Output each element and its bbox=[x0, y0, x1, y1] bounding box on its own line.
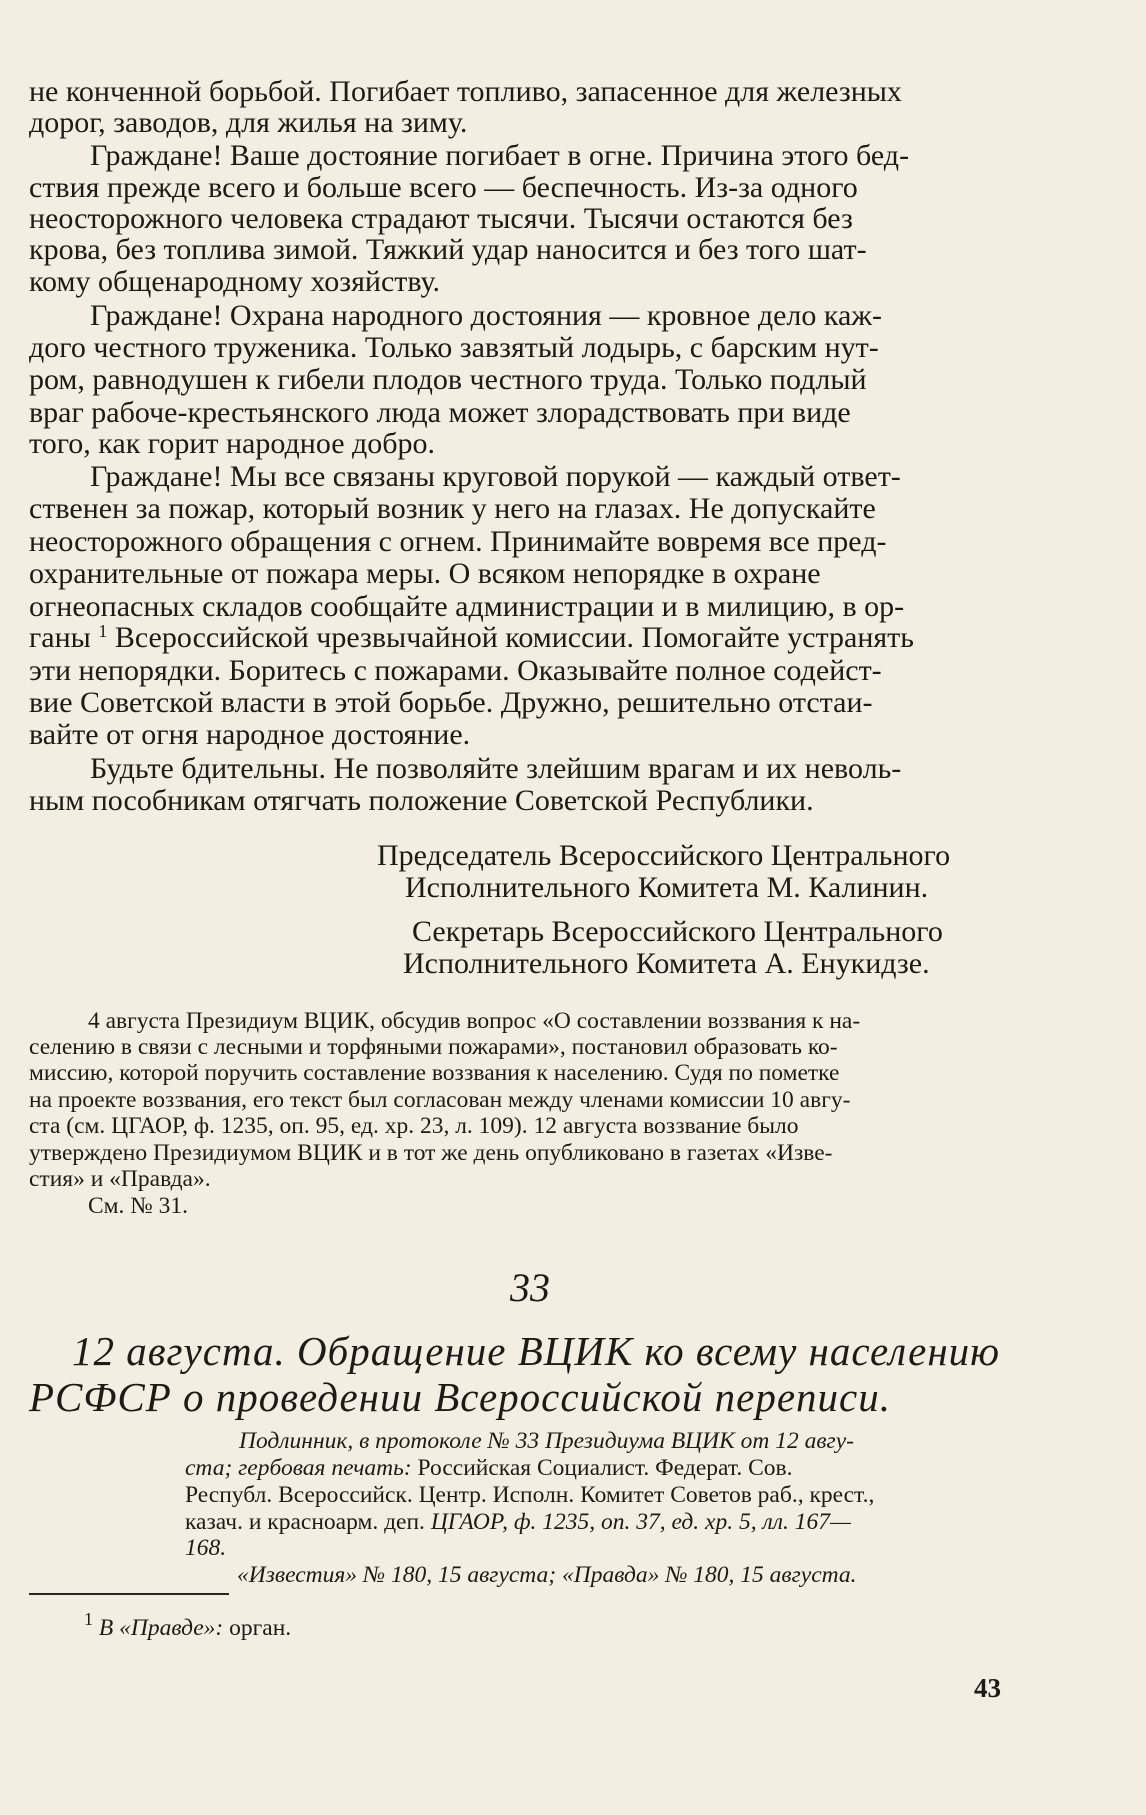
text-fragment: Всероссийской чрезвычайной комиссии. Помогайте устранять bbox=[114, 621, 914, 654]
title-line: 12 августа. Обращение ВЦИК ко всему населению bbox=[72, 1328, 1001, 1374]
text-line: ственен за пожар, который возник у него на глазах. Не допускайте bbox=[29, 492, 876, 525]
signature-line: Исполнительного Комитета А. Енукидзе. bbox=[403, 947, 930, 980]
text-line: вие Советской власти в этой борьбе. Дружно, решительно отстаи- bbox=[29, 686, 873, 719]
text-line: Граждане! Мы все связаны круговой порукой — каждый ответ- bbox=[90, 460, 901, 493]
note-line: миссию, которой поручить составление воззвания к населению. Судя по пометке bbox=[29, 1060, 840, 1086]
text-line: охранительные от пожара меры. О всяком непорядке в охране bbox=[29, 557, 821, 590]
source-line: Республ. Всероссийск. Центр. Исполн. Комитет Советов раб., крест., bbox=[185, 1482, 875, 1508]
text-line: не конченной борьбой. Погибает топливо, запасенное для железных bbox=[29, 75, 902, 108]
text-line: неосторожного обращения с огнем. Принимайте вовремя все пред- bbox=[29, 525, 887, 558]
text-line: ром, равнодушен к гибели плодов честного труда. Только подлый bbox=[29, 363, 867, 396]
note-line: ста (см. ЦГАОР, ф. 1235, оп. 95, ед. хр. 23, л. 109). 12 августа воззвание было bbox=[29, 1113, 799, 1139]
text-line: того, как горит народное добро. bbox=[29, 427, 436, 460]
signature-line: Председатель Всероссийского Центрального bbox=[377, 839, 951, 872]
publication-reference: «Известия» № 180, 15 августа; «Правда» № 180, 15 августа. bbox=[237, 1562, 857, 1588]
text-line: дого честного труженика. Только завзятый лодырь, с барским нут- bbox=[29, 331, 879, 364]
source-line bbox=[185, 1455, 792, 1482]
text-line: враг рабоче-крестьянского люда может злорадствовать при виде bbox=[29, 396, 851, 429]
cross-reference: См. № 31. bbox=[88, 1193, 188, 1219]
note-line: утверждено Президиумом ВЦИК и в тот же день опубликовано в газетах «Изве- bbox=[29, 1140, 833, 1166]
text-line bbox=[29, 621, 914, 658]
footnote-reference[interactable]: 1 bbox=[98, 621, 108, 641]
text-line: ствия прежде всего и больше всего — беспечность. Из-за одного bbox=[29, 171, 858, 204]
footnote-marker: 1 bbox=[84, 1609, 93, 1629]
source-line bbox=[185, 1509, 851, 1536]
text-line: крова, без топлива зимой. Тяжкий удар наносится и без того шат- bbox=[29, 233, 867, 266]
footnote bbox=[84, 1609, 292, 1643]
archive-reference: ЦГАОР, ф. 1235, оп. 37, ед. хр. 5, лл. 167— bbox=[430, 1509, 851, 1535]
note-line: 4 августа Президиум ВЦИК, обсудив вопрос «О составлении воззвания к на- bbox=[88, 1008, 861, 1034]
page-number: 43 bbox=[974, 1673, 1001, 1703]
text-line: неосторожного человека страдают тысячи. Тысячи остаются без bbox=[29, 202, 853, 235]
text-line: эти непорядки. Боритесь с пожарами. Оказывайте полное содейст- bbox=[29, 654, 882, 687]
text-line: кому общенародному хозяйству. bbox=[29, 265, 441, 298]
source-fragment: ста; гербовая печать: bbox=[185, 1455, 412, 1481]
footnote-text: орган. bbox=[229, 1615, 292, 1641]
source-fragment: казач. и красноарм. деп. bbox=[185, 1509, 425, 1535]
text-line: Граждане! Ваше достояние погибает в огне. Причина этого бед- bbox=[90, 139, 910, 172]
footnote-divider bbox=[29, 1593, 229, 1595]
text-line: огнеопасных складов сообщайте администрации и в милицию, в ор- bbox=[29, 590, 905, 623]
source-line: 168. bbox=[185, 1535, 227, 1561]
text-line: дорог, заводов, для жилья на зиму. bbox=[29, 106, 468, 139]
text-line: Граждане! Охрана народного достояния — кровное дело каж- bbox=[90, 299, 883, 332]
footnote-ref: В «Правде»: bbox=[98, 1615, 224, 1641]
text-line: вайте от огня народное достояние. bbox=[29, 718, 471, 751]
note-line: селению в связи с лесными и торфяными пожарами», постановил образовать ко- bbox=[29, 1034, 838, 1060]
note-line: стия» и «Правда». bbox=[29, 1166, 211, 1192]
text-line: Будьте бдительны. Не позволяйте злейшим врагам и их неволь- bbox=[90, 752, 902, 785]
text-line: ным пособникам отягчать положение Советской Республики. bbox=[29, 784, 814, 817]
document-number: 33 bbox=[510, 1265, 550, 1310]
text-fragment: ганы bbox=[29, 621, 91, 654]
signature-line: Секретарь Всероссийского Центрального bbox=[412, 915, 943, 948]
signature-line: Исполнительного Комитета М. Калинин. bbox=[405, 871, 929, 904]
note-line: на проекте воззвания, его текст был согласован между членами комиссии 10 авгу- bbox=[29, 1087, 851, 1113]
source-fragment: Российская Социалист. Федерат. Сов. bbox=[417, 1455, 793, 1481]
title-line: РСФСР о проведении Всероссийской переписи. bbox=[29, 1374, 891, 1420]
source-line: Подлинник, в протоколе № 33 Президиума ВЦИК от 12 авгу- bbox=[239, 1428, 854, 1454]
